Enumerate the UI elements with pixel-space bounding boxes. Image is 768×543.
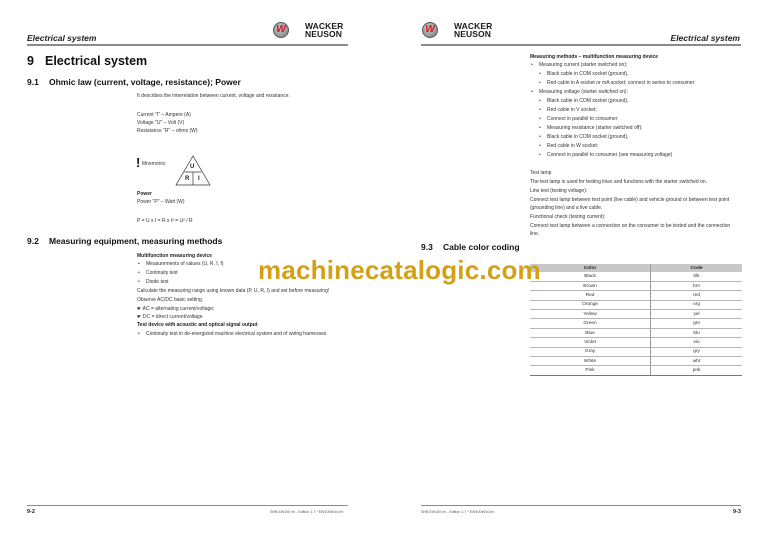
method-item: • Measuring voltage (starter switched on): [530,89,628,97]
wacker-neuson-logo [273,22,343,38]
page-number: 9-2 [27,509,35,515]
table-row: Orange org [530,300,742,309]
test-lamp-heading: Test lamp [530,170,552,176]
test-lamp-desc: The test lamp is used for testing lines and functions with the starter switched on. [530,179,708,185]
logo-text: WACKER NEUSON [454,21,493,39]
mnemonic-triangle [175,155,211,186]
method-item: • Black cable in COM socket (ground), [530,98,628,106]
mnemonic-u: U [190,164,195,170]
power-heading: Power [137,191,153,197]
ohm-intro: It describes the interrelation between current, voltage and resistance. [137,93,290,99]
table-row: Red red [530,291,742,300]
footer-rule [27,505,348,506]
cable-color-table [530,264,742,376]
exclamation-icon: ! [136,155,141,170]
method-item: • Connect in parallel to consumer [530,116,617,124]
chapter-title: 9 Electrical system [27,54,148,68]
table-row: Brown brn [530,281,742,290]
mnemonic-r: R [185,176,190,182]
line-test-desc-1: Connect test lamp between test point (live cable) and vehicle ground or between test point [530,197,730,203]
logo-mark-icon: W [273,22,289,38]
footer-rule [421,505,741,506]
table-row: Gray gry [530,347,742,356]
method-item: • Red cable in A socket or mA socket; connect in series to consumer [530,80,694,88]
footer-reference: SHB EW100 en - Edition 1.7 * EW100s910.fm [421,510,495,514]
mnemonic-label: Mnemonic: [142,161,167,167]
method-item: • Black cable in COM socket (ground), [530,134,628,142]
ac-item: ☛ AC = alternating current/voltage; [137,306,215,312]
column-header-color: Color [530,264,651,272]
logo-text: WACKER NEUSON [305,21,344,39]
definition-voltage: Voltage "U" – Volt (V) [137,120,185,126]
method-item: • Red cable in V socket; [530,107,597,115]
functional-desc-1: Connect test lamp between a connection on the consumer to be tested and the connection [530,223,731,229]
dc-item: ☛ DC = direct current/voltage [137,314,203,320]
method-item: • Measuring resistance (starter switched off): [530,125,643,133]
functional-label: Functional check (testing current): [530,214,606,220]
pointing-hand-icon: ☛ [137,314,143,320]
logo-mark-icon: W [422,22,438,38]
table-row: Violet vio [530,338,742,347]
acdc-text: Observe AC/DC basic setting. [137,297,204,303]
method-item: • Measuring current (starter switched on): [530,62,627,70]
power-definition: Power "P" – Watt (W) [137,199,185,205]
section-9-2-title: 9.2 Measuring equipment, measuring methods [27,236,223,246]
definition-current: Current "I" – Ampere (A) [137,112,191,118]
triangle-icon [175,155,211,186]
methods-heading: Measuring methods – multifunction measuring device [530,54,659,60]
watermark-text: machinecatalogic.com [258,255,541,285]
method-item: • Red cable in W socket; [530,143,598,151]
test-device-heading: Test device with acoustic and optical signal output [137,322,258,328]
functional-desc-2: line. [530,231,540,237]
section-9-1-title: 9.1 Ohmic law (current, voltage, resistance); Power [27,77,241,87]
line-test-desc-2: (grounding line) and a live cable. [530,205,603,211]
header-title: Electrical system [670,33,740,43]
table-row: Pink pnk [530,366,742,375]
definition-resistance: Resistance "R" – ohms (W) [137,128,198,134]
table-row: White wht [530,357,742,366]
table-row: Blue blu [530,328,742,337]
section-9-3-title: 9.3 Cable color coding [421,242,520,252]
table-header-row [530,264,742,272]
table-row: Black blk [530,272,742,281]
header-title: Electrical system [27,33,97,43]
mnemonic-i: I [198,176,200,182]
method-item: • Connect in parallel to consumer (see measuring voltage) [530,152,672,160]
table-row: Green grn [530,319,742,328]
column-header-code: Code [651,264,742,272]
bullet-diode: • Diode test [137,279,169,287]
table-row: Yellow yel [530,310,742,319]
line-test-label: Line test (testing voltage): [530,188,588,194]
footer-reference: SHB EW100 en - Edition 1.7 * EW100s910.fm [270,510,344,514]
header-rule [421,44,741,46]
wacker-neuson-logo [422,22,492,38]
pointing-hand-icon: ☛ [137,306,143,312]
power-formula: P = U x I = R x I² = U² / R [137,218,193,224]
bullet-continuity-harness: • Continuity test in de-energized machine electrical system and of wiring harnesses [137,331,326,339]
page-number: 9-3 [733,509,741,515]
header-rule [27,44,348,46]
calculate-range-text: Calculate the measuring range using known data (P, U, R, I) and set before measuring! [137,288,330,294]
bullet-continuity: • Continuity test [137,270,178,278]
multifunction-heading: Multifunction measuring device [137,253,213,259]
bullet-measurements: • Measurements of values (U, R, I, f) [137,261,224,269]
method-item: • Black cable in COM socket (ground), [530,71,628,79]
